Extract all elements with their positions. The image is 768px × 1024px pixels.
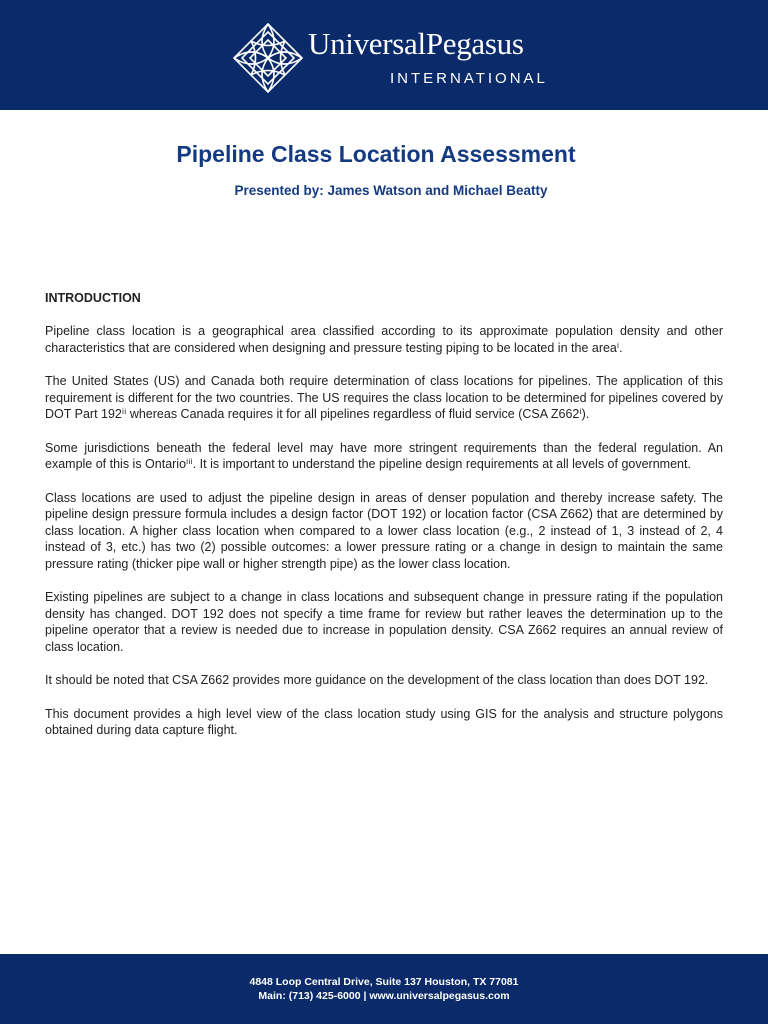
- pegasus-logo-icon: [232, 22, 304, 94]
- paragraph: It should be noted that CSA Z662 provides more guidance on the development of the class location than does DOT 192.: [45, 673, 709, 687]
- paragraph: Some jurisdictions beneath the federal level may have more stringent requirements than the federal regulation. An example of this is Ontarioⁱⁱⁱ. It is important to understand the pipeline design requirements at all levels of government.: [45, 440, 723, 471]
- paragraph: Class locations are used to adjust the pipeline design in areas of denser population and thereby increase safety. The pipeline design pressure formula includes a design factor (DOT 192) or location factor (CSA Z662) that are determined by class location. A higher class location when compared to a lower class location (e.g., 2 instead of 1, 3 instead of 2, 4 instead of 3, etc.) has two (2) possible outcomes: a lower pressure rating or a change in design to maintain the same pressure rating (thicker pipe wall or higher strength pipe) as the lower class location.: [45, 490, 723, 571]
- presenters-line: Presented by: James Watson and Michael Beatty: [234, 183, 548, 198]
- section-heading-introduction: INTRODUCTION: [45, 291, 141, 305]
- paragraph: The United States (US) and Canada both require determination of class locations for pipelines. The application of this requirement is different for the two countries. The US requires the class location to be determined for pipelines covered by DOT Part 192ⁱⁱ whereas Canada requires it for all pipelines regardless of fluid service (CSA Z662ⁱ).: [45, 374, 723, 421]
- page-title: Pipeline Class Location Assessment: [176, 141, 576, 167]
- brand-name: UniversalPegasus: [308, 26, 524, 61]
- paragraph: Existing pipelines are subject to a change in class locations and subsequent change in pressure rating if the population density has changed. DOT 192 does not specify a time frame for review but rather leaves the determination up to the pipeline operator that a review is needed due to increase in population density. CSA Z662 requires an annual review of class location.: [45, 590, 723, 654]
- footer-contact: Main: (713) 425-6000 | www.universalpegasus.com: [258, 990, 510, 1002]
- page-footer: [0, 954, 768, 1024]
- document-body: [45, 290, 723, 756]
- footer-address: 4848 Loop Central Drive, Suite 137 Houston, TX 77081: [249, 976, 519, 988]
- page-header: [0, 0, 768, 110]
- brand-subtitle: INTERNATIONAL: [390, 70, 548, 87]
- paragraph: This document provides a high level view of the class location study using GIS for the analysis and structure polygons obtained during data capture flight.: [45, 706, 723, 737]
- paragraph: Pipeline class location is a geographical area classified according to its approximate population density and other characteristics that are considered when designing and pressure testing piping to be located in the areaⁱ.: [45, 324, 723, 355]
